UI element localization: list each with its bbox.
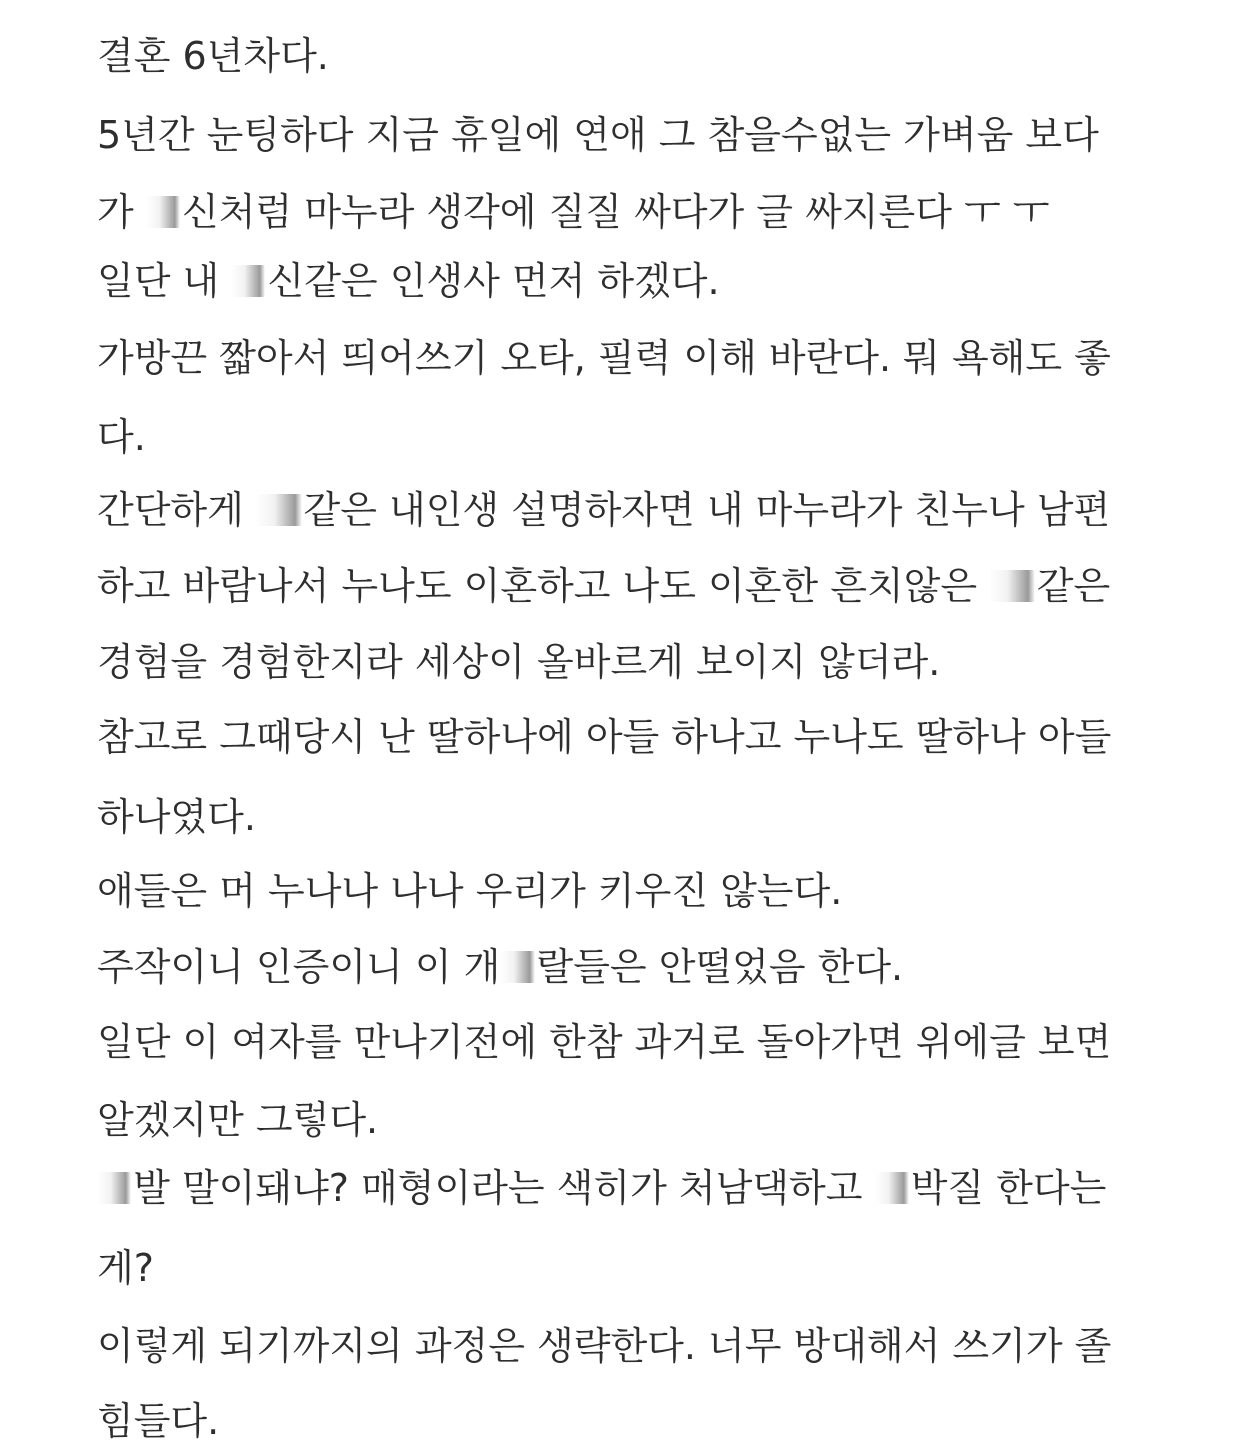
text: 하고 바람나서 누나도 이혼하고 나도 이혼한 흔치않은 [97, 564, 990, 608]
post-line [97, 110, 1099, 160]
text: 일단 이 여자를 만나기전에 한참 과거로 돌아가면 위에글 보면 [97, 1020, 1112, 1064]
text: 게? [97, 1246, 154, 1290]
censored-blur [256, 494, 302, 526]
post-line [97, 866, 842, 916]
text: 주작이니 인증이니 이 개 [97, 945, 501, 989]
text: 참고로 그때당시 난 딸하나에 아들 하나고 누나도 딸하나 아들 [97, 715, 1112, 759]
text: 이렇게 되기까지의 과정은 생략한다. 너무 방대해서 쓰기가 졸 [97, 1324, 1112, 1368]
censored-blur [231, 265, 265, 297]
post-line [97, 1163, 1106, 1213]
text: 경험을 경험한지라 세상이 올바르게 보이지 않더라. [97, 640, 941, 684]
post-line [97, 187, 1050, 237]
post-line [97, 1095, 378, 1145]
text: 알겠지만 그렇다. [97, 1098, 379, 1142]
text: 발 말이돼냐? 매형이라는 색히가 처남댁하고 [133, 1166, 875, 1210]
text: 같은 내인생 설명하자면 내 마누라가 친누나 남편 [303, 488, 1111, 532]
post-line [97, 1017, 1111, 1067]
text: 신처럼 마누라 생각에 질질 싸다가 글 싸지른다 ㅜ ㅜ [181, 190, 1050, 234]
censored-blur [97, 1172, 131, 1204]
text: 같은 [1036, 564, 1111, 608]
censored-blur [146, 196, 180, 228]
text: 가 [97, 190, 146, 234]
text: 신같은 인생사 먼저 하겠다. [267, 259, 720, 303]
post-line [97, 792, 256, 842]
text: 다. [97, 415, 146, 459]
text: 결혼 6년차다. [97, 34, 329, 78]
text: 힘들다. [97, 1399, 220, 1443]
post-line [97, 561, 1110, 611]
post-line [97, 712, 1111, 762]
post-line [97, 412, 146, 462]
text: 가방끈 짧아서 띄어쓰기 오타, 필력 이해 바란다. 뭐 욕해도 좋 [97, 336, 1111, 380]
post-line [97, 485, 1110, 535]
text: 박질 한다는 [910, 1166, 1107, 1210]
post-line [97, 637, 940, 687]
post-line [97, 942, 903, 992]
post-line [97, 1243, 154, 1293]
post-line [97, 31, 329, 81]
post-line [97, 1321, 1111, 1371]
text: 5년간 눈팅하다 지금 휴일에 연애 그 참을수없는 가벼움 보다 [97, 113, 1099, 157]
post-line [97, 256, 720, 306]
text: 일단 내 [97, 259, 232, 303]
text: 간단하게 [97, 488, 256, 532]
text: 랄들은 안떨었음 한다. [536, 945, 904, 989]
post-line [97, 1396, 219, 1446]
censored-blur [989, 570, 1035, 602]
post-line [97, 333, 1111, 383]
censored-blur [875, 1172, 909, 1204]
censored-blur [500, 951, 534, 983]
text: 하나였다. [97, 795, 256, 839]
text: 애들은 머 누나나 나나 우리가 키우진 않는다. [97, 869, 843, 913]
